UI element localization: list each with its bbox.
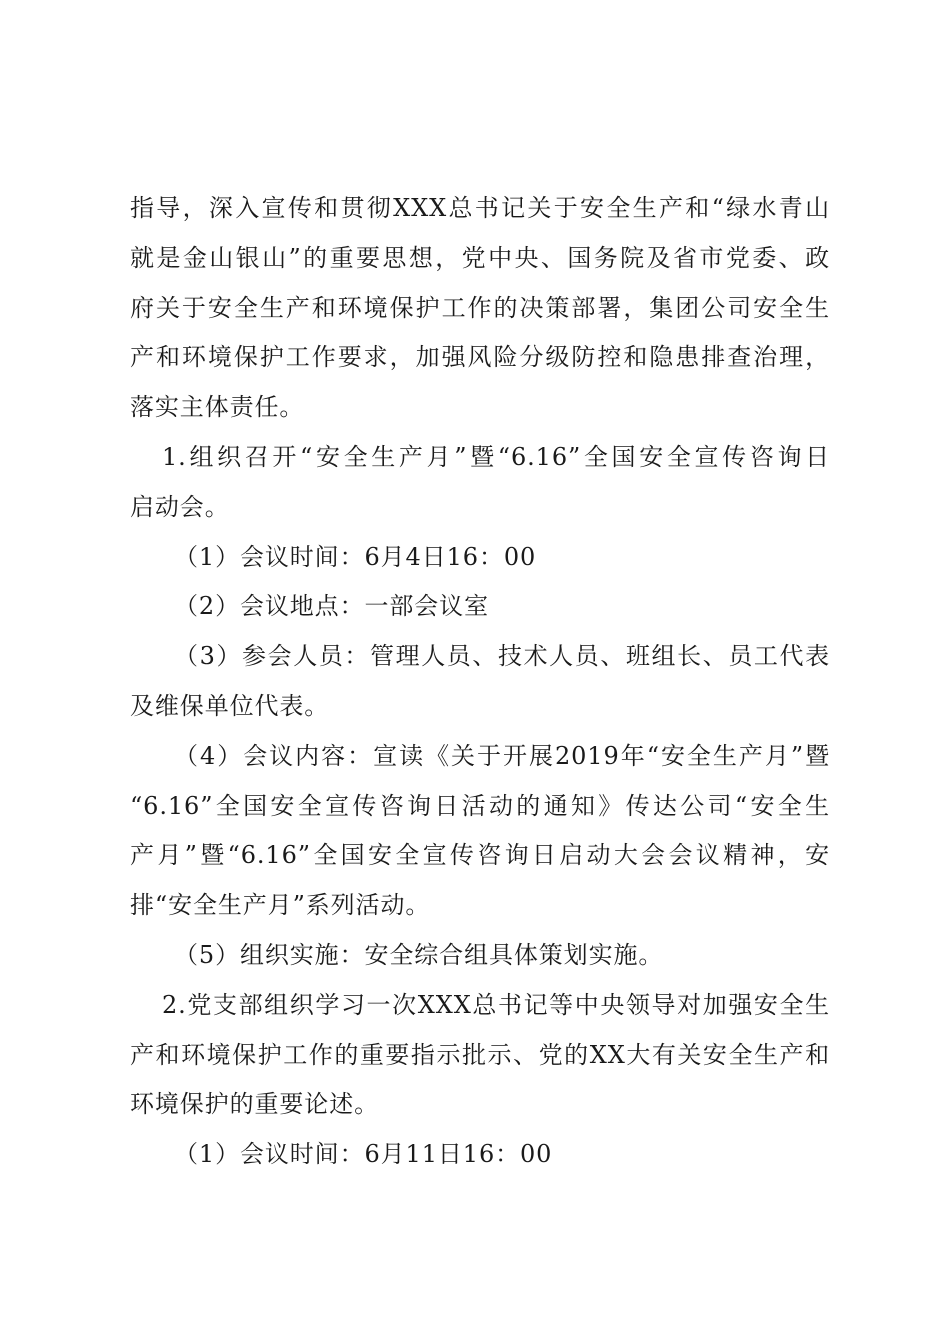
sub-item-line: “6.16”全国安全宣传咨询日活动的通知》传达公司“安全生 bbox=[130, 791, 830, 820]
item-heading-line: 产和环境保护工作的重要指示批示、党的XX大有关安全生产和 bbox=[130, 1040, 830, 1069]
item-heading-line: 2.党支部组织学习一次XXX总书记等中央领导对加强安全生 bbox=[162, 990, 830, 1019]
sub-item-line: （1）会议时间：6月4日16：00 bbox=[174, 542, 537, 571]
item-heading-line: 启动会。 bbox=[130, 492, 230, 521]
sub-item-line: 产月”暨“6.16”全国安全宣传咨询日启动大会会议精神，安 bbox=[130, 841, 830, 870]
sub-item-line: （3）参会人员：管理人员、技术人员、班组长、员工代表 bbox=[174, 642, 830, 671]
paragraph-line: 府关于安全生产和环境保护工作的决策部署，集团公司安全生 bbox=[130, 293, 830, 322]
sub-item-line: （2）会议地点：一部会议室 bbox=[174, 592, 489, 621]
paragraph-line: 产和环境保护工作要求，加强风险分级防控和隐患排查治理， bbox=[130, 343, 830, 372]
item-heading-line: 1.组织召开“安全生产月”暨“6.16”全国安全宣传咨询日 bbox=[162, 442, 830, 471]
sub-item-line: 排“安全生产月”系列活动。 bbox=[130, 891, 431, 920]
sub-item-line: （1）会议时间：6月11日16：00 bbox=[174, 1140, 553, 1169]
document-body bbox=[130, 184, 830, 1180]
paragraph-line: 落实主体责任。 bbox=[130, 393, 305, 422]
sub-item-line: （5）组织实施：安全综合组具体策划实施。 bbox=[174, 940, 664, 969]
sub-item-line: 及维保单位代表。 bbox=[130, 691, 330, 720]
paragraph-line: 就是金山银山”的重要思想，党中央、国务院及省市党委、政 bbox=[130, 243, 830, 272]
item-heading-line: 环境保护的重要论述。 bbox=[130, 1090, 379, 1119]
sub-item-line: （4）会议内容：宣读《关于开展2019年“安全生产月”暨 bbox=[174, 741, 830, 770]
paragraph-line: 指导，深入宣传和贯彻XXX总书记关于安全生产和“绿水青山 bbox=[130, 194, 830, 222]
